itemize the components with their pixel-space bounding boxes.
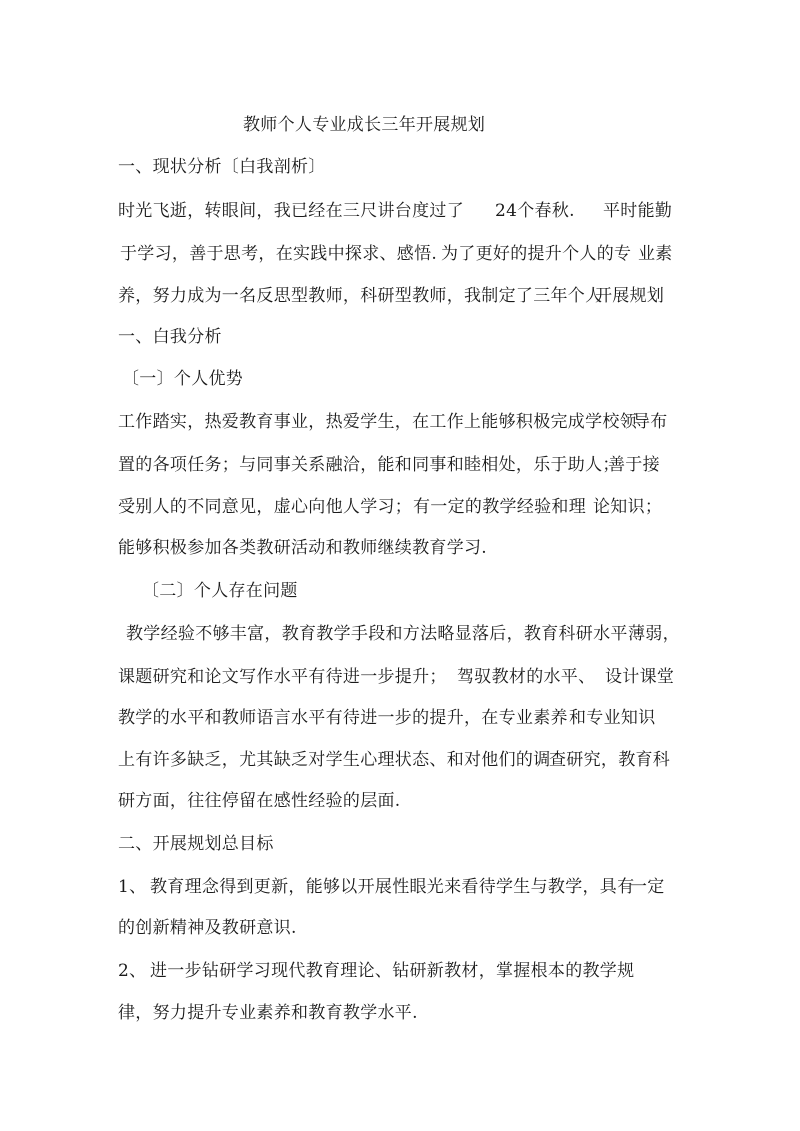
paragraph-line: 研方面，往往停留在感性经验的层面. — [118, 791, 401, 811]
paragraph-line: 查研究，教育科 — [549, 750, 671, 770]
paragraph-line: 善于接 — [608, 455, 660, 475]
paragraph-line: 有一定的教学经验和理 — [413, 497, 586, 517]
section-heading: 一、白我分析 — [118, 327, 222, 347]
paragraph-line: 平时能勤 — [603, 201, 673, 221]
paragraph-line: 和专业知识 — [569, 708, 656, 728]
paragraph-line: 于学习，善于思考，在实践中探求、感悟. — [120, 244, 438, 264]
paragraph-line: 上有许多缺乏，尤其缺乏对学生心理状态、和对他们的调 — [118, 750, 551, 770]
paragraph-line: 为了更好的提升个人的专 — [441, 244, 632, 264]
subsection-heading: 〔二〕个人存在问题 — [142, 581, 298, 601]
paragraph-line: 驾驭教材的水平、 — [457, 667, 596, 687]
paragraph-line: 薄弱， — [628, 624, 680, 644]
paragraph-line: 课题研究和论文写作水平有待进一步提升； — [118, 667, 447, 687]
paragraph-line: 工作踏实，热爱教育事业，热爱学生，在工作上能够积极完成学校领 — [118, 412, 637, 432]
paragraph-line: 开展规划 — [595, 286, 665, 306]
paragraph-line: 教学的水平和教师语言水平有待进一步的提升，在专业素养 — [118, 708, 568, 728]
paragraph-line: 论知识； — [593, 497, 663, 517]
document-title: 教师个人专业成长三年开展规划 — [243, 115, 486, 135]
paragraph-line: 一定 — [630, 877, 665, 897]
paragraph-line: 时光飞逝，转眼间，我已经在三尺讲台度过了 — [118, 201, 464, 221]
paragraph-line: 能够积极参加各类教研活动和教师继续教育学习. — [118, 538, 488, 558]
paragraph-line: 教学经验不够丰富，教育教学手段和方法略显落后，教育科研水平 — [126, 624, 628, 644]
subsection-heading: 〔一〕个人优势 — [122, 369, 244, 389]
paragraph-line: 设计课堂 — [605, 667, 675, 687]
list-number: 1、 — [118, 877, 147, 897]
paragraph-line: 业素 — [638, 244, 673, 264]
paragraph-line: 受别人的不同意见，虚心向他人学习； — [118, 497, 413, 517]
list-number: 2、 — [118, 961, 147, 981]
paragraph-line: 律，努力提升专业素养和教育教学水平. — [118, 1003, 418, 1023]
paragraph-line: 导布 — [633, 412, 668, 432]
paragraph-line: 教育理念得到更新，能够以开展性眼光来看待学生与教学，具有 — [150, 877, 635, 897]
paragraph-line: 24个春秋. — [495, 201, 575, 221]
paragraph-line: 养，努力成为一名反思型教师，科研型教师，我制定了三年个人 — [118, 286, 603, 306]
paragraph-line: 进一步钻研学习现代教育理论、钻研新教材，掌握根本的教学规 — [150, 961, 635, 981]
section-heading: 二、开展规划总目标 — [118, 834, 274, 854]
paragraph-line: 置的各项任务；与同事关系融洽，能和同事和睦相处，乐于助人； — [118, 455, 620, 475]
paragraph-line: 的创新精神及教研意识. — [118, 918, 297, 938]
section-heading: 一、现状分析〔白我剖析〕 — [118, 157, 326, 177]
